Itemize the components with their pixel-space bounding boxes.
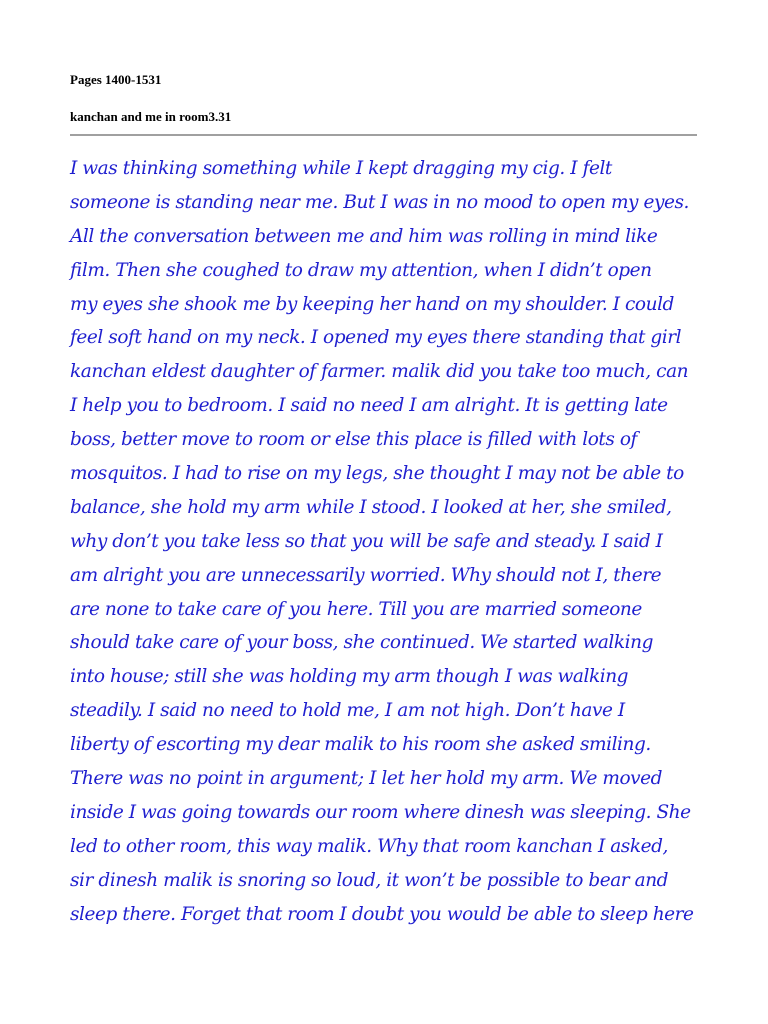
text-line: mosquitos. I had to rise on my legs, she thought I may not be able to: [70, 463, 684, 485]
text-line: All the conversation between me and him was rolling in mind like: [70, 225, 658, 247]
text-line: steadily. I said no need to hold me, I am not high. Don’t have I: [70, 700, 625, 722]
text-line: balance, she hold my arm while I stood. I looked at her, she smiled,: [70, 496, 672, 518]
text-line: inside I was going towards our room where dinesh was sleeping. She: [70, 801, 691, 823]
text-line: sleep there. Forget that room I doubt you would be able to sleep here: [70, 903, 694, 925]
text-line: liberty of escorting my dear malik to his room she asked smiling.: [70, 734, 651, 756]
text-line: boss, better move to room or else this place is filled with lots of: [70, 429, 637, 451]
text-line: feel soft hand on my neck. I opened my eyes there standing that girl: [70, 327, 682, 349]
text-line: am alright you are unnecessarily worried. Why should not I, there: [70, 564, 662, 586]
text-line: I help you to bedroom. I said no need I am alright. It is getting late: [70, 395, 668, 417]
text-line: someone is standing near me. But I was in no mood to open my eyes.: [70, 191, 689, 213]
text-line: into house; still she was holding my arm though I was walking: [70, 666, 629, 688]
text-line: I was thinking something while I kept dragging my cig. I felt: [70, 158, 612, 179]
text-line: led to other room, this way malik. Why that room kanchan I asked,: [70, 835, 668, 857]
text-line: sir dinesh malik is snoring so loud, it won’t be possible to bear and: [70, 869, 669, 891]
body-text: [70, 152, 710, 931]
text-line: There was no point in argument; I let her hold my arm. We moved: [70, 768, 663, 790]
chapter-title: kanchan and me in room3.31: [70, 109, 232, 124]
page-range-label: Pages 1400-1531: [70, 72, 162, 87]
text-line: should take care of your boss, she continued. We started walking: [70, 632, 653, 654]
text-line: kanchan eldest daughter of farmer. malik did you take too much, can: [70, 361, 689, 383]
title-divider: [70, 134, 697, 136]
text-line: film. Then she coughed to draw my attention, when I didn’t open: [70, 259, 652, 281]
text-line: why don’t you take less so that you will be safe and steady. I said I: [70, 530, 663, 552]
text-line: my eyes she shook me by keeping her hand on my shoulder. I could: [70, 293, 674, 315]
text-line: are none to take care of you here. Till you are married someone: [70, 598, 642, 620]
